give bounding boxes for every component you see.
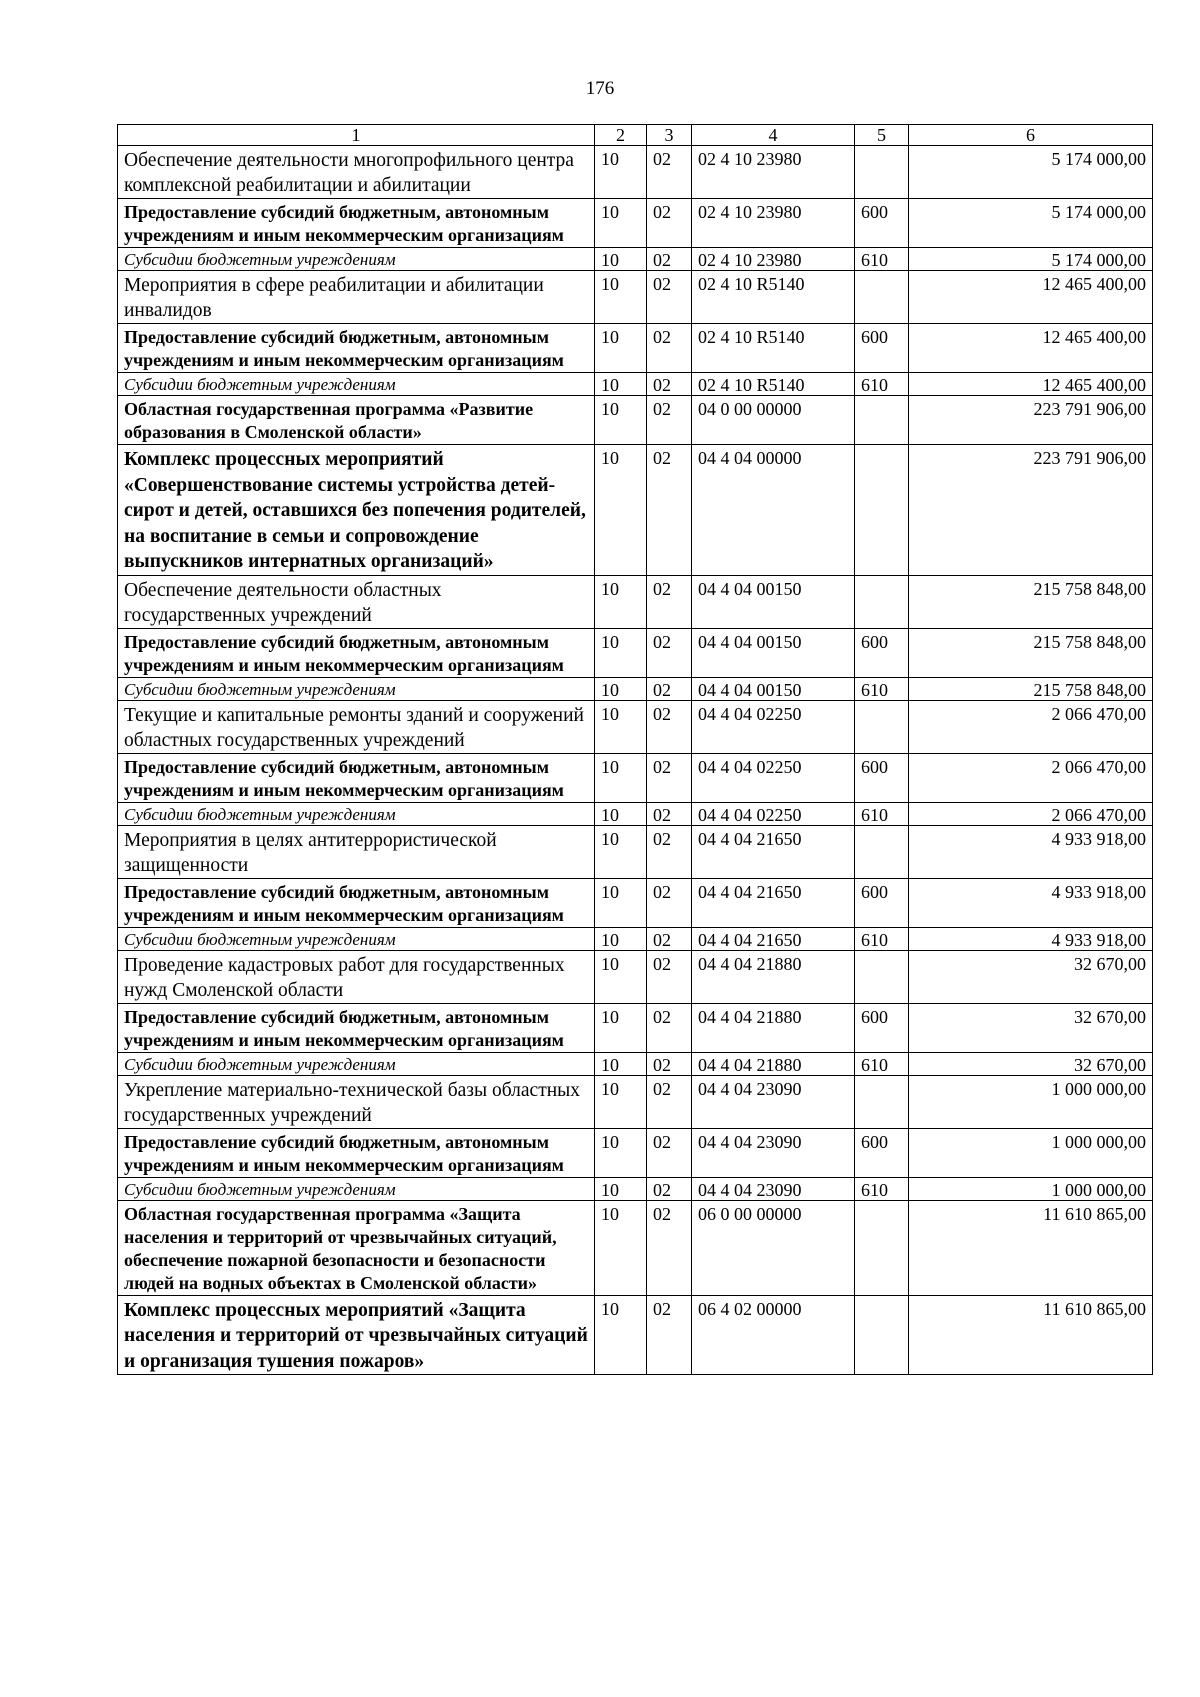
row-name-cell: Текущие и капитальные ремонты зданий и сооружений областных государственных учреждений (118, 700, 595, 753)
section-cell: 10 (595, 1128, 647, 1177)
section-cell: 10 (595, 1200, 647, 1295)
table-row (118, 802, 1153, 825)
subsection-cell: 02 (647, 1052, 692, 1075)
section-cell: 10 (595, 575, 647, 628)
row-name-cell: Предоставление субсидий бюджетным, автономным учреждениям и иным некоммерческим организациям (118, 878, 595, 927)
row-name-cell: Областная государственная программа «Защита населения и территорий от чрезвычайных ситуаций, обеспечение пожарной безопасности и безопасности людей на водных объектах в Смоленской области» (118, 1200, 595, 1295)
table-row (118, 575, 1153, 628)
table-row (118, 1052, 1153, 1075)
row-name-cell: Мероприятия в целях антитеррористической защищенности (118, 825, 595, 878)
expense-kind-cell (855, 575, 909, 628)
expense-kind-cell (855, 1200, 909, 1295)
section-cell: 10 (595, 1177, 647, 1200)
expense-kind-cell: 610 (855, 248, 909, 271)
table-row (118, 146, 1153, 199)
row-name-cell: Субсидии бюджетным учреждениям (118, 677, 595, 700)
target-code-cell: 04 4 04 21650 (692, 825, 855, 878)
target-code-cell: 04 4 04 21650 (692, 878, 855, 927)
table-row (118, 927, 1153, 950)
amount-cell: 4 933 918,00 (909, 878, 1153, 927)
table-row (118, 1295, 1153, 1375)
section-cell: 10 (595, 700, 647, 753)
expense-kind-cell: 600 (855, 199, 909, 248)
amount-cell: 11 610 865,00 (909, 1295, 1153, 1375)
section-cell: 10 (595, 628, 647, 677)
target-code-cell: 04 4 04 02250 (692, 700, 855, 753)
section-cell: 10 (595, 802, 647, 825)
column-header: 3 (647, 125, 692, 146)
row-name-cell: Обеспечение деятельности многопрофильного центра комплексной реабилитации и абилитации (118, 146, 595, 199)
subsection-cell: 02 (647, 878, 692, 927)
amount-cell: 215 758 848,00 (909, 677, 1153, 700)
expense-kind-cell (855, 1295, 909, 1375)
amount-cell: 215 758 848,00 (909, 575, 1153, 628)
expense-kind-cell (855, 950, 909, 1003)
expense-kind-cell (855, 445, 909, 576)
target-code-cell: 04 4 04 23090 (692, 1075, 855, 1128)
column-header: 5 (855, 125, 909, 146)
row-name-cell: Комплекс процессных мероприятий «Защита населения и территорий от чрезвычайных ситуаций и организация тушения пожаров» (118, 1295, 595, 1375)
row-name-cell: Предоставление субсидий бюджетным, автономным учреждениям и иным некоммерческим организациям (118, 1128, 595, 1177)
table-row (118, 700, 1153, 753)
expense-kind-cell: 600 (855, 324, 909, 373)
subsection-cell: 02 (647, 1295, 692, 1375)
amount-cell: 5 174 000,00 (909, 146, 1153, 199)
amount-cell: 5 174 000,00 (909, 248, 1153, 271)
amount-cell: 12 465 400,00 (909, 271, 1153, 324)
table-row (118, 628, 1153, 677)
subsection-cell: 02 (647, 1177, 692, 1200)
amount-cell: 32 670,00 (909, 950, 1153, 1003)
subsection-cell: 02 (647, 927, 692, 950)
subsection-cell: 02 (647, 950, 692, 1003)
section-cell: 10 (595, 825, 647, 878)
subsection-cell: 02 (647, 802, 692, 825)
section-cell: 10 (595, 950, 647, 1003)
table-row (118, 373, 1153, 396)
target-code-cell: 04 4 04 00150 (692, 677, 855, 700)
target-code-cell: 04 4 04 23090 (692, 1177, 855, 1200)
target-code-cell: 04 4 04 02250 (692, 753, 855, 802)
table-row (118, 753, 1153, 802)
section-cell: 10 (595, 1295, 647, 1375)
expense-kind-cell (855, 1075, 909, 1128)
row-name-cell: Проведение кадастровых работ для государственных нужд Смоленской области (118, 950, 595, 1003)
expense-kind-cell: 610 (855, 927, 909, 950)
target-code-cell: 02 4 10 23980 (692, 248, 855, 271)
row-name-cell: Предоставление субсидий бюджетным, автономным учреждениям и иным некоммерческим организациям (118, 199, 595, 248)
amount-cell: 2 066 470,00 (909, 802, 1153, 825)
amount-cell: 215 758 848,00 (909, 628, 1153, 677)
section-cell: 10 (595, 248, 647, 271)
table-row (118, 199, 1153, 248)
subsection-cell: 02 (647, 248, 692, 271)
subsection-cell: 02 (647, 271, 692, 324)
expense-kind-cell (855, 825, 909, 878)
amount-cell: 12 465 400,00 (909, 324, 1153, 373)
target-code-cell: 06 0 00 00000 (692, 1200, 855, 1295)
row-name-cell: Субсидии бюджетным учреждениям (118, 927, 595, 950)
amount-cell: 2 066 470,00 (909, 753, 1153, 802)
subsection-cell: 02 (647, 700, 692, 753)
row-name-cell: Областная государственная программа «Развитие образования в Смоленской области» (118, 396, 595, 445)
amount-cell: 32 670,00 (909, 1052, 1153, 1075)
table-row (118, 878, 1153, 927)
target-code-cell: 02 4 10 R5140 (692, 373, 855, 396)
table-row (118, 677, 1153, 700)
expense-kind-cell (855, 146, 909, 199)
subsection-cell: 02 (647, 628, 692, 677)
amount-cell: 223 791 906,00 (909, 445, 1153, 576)
column-header: 2 (595, 125, 647, 146)
expense-kind-cell (855, 271, 909, 324)
subsection-cell: 02 (647, 825, 692, 878)
row-name-cell: Субсидии бюджетным учреждениям (118, 802, 595, 825)
target-code-cell: 02 4 10 R5140 (692, 271, 855, 324)
section-cell: 10 (595, 445, 647, 576)
amount-cell: 2 066 470,00 (909, 700, 1153, 753)
target-code-cell: 02 4 10 23980 (692, 199, 855, 248)
row-name-cell: Предоставление субсидий бюджетным, автономным учреждениям и иным некоммерческим организациям (118, 1003, 595, 1052)
amount-cell: 32 670,00 (909, 1003, 1153, 1052)
expense-kind-cell: 600 (855, 1003, 909, 1052)
table-row (118, 1003, 1153, 1052)
row-name-cell: Субсидии бюджетным учреждениям (118, 1177, 595, 1200)
table-header-row (118, 125, 1153, 146)
expense-kind-cell: 600 (855, 753, 909, 802)
section-cell: 10 (595, 677, 647, 700)
expense-kind-cell: 600 (855, 1128, 909, 1177)
section-cell: 10 (595, 199, 647, 248)
expense-kind-cell: 610 (855, 373, 909, 396)
expense-kind-cell: 610 (855, 677, 909, 700)
subsection-cell: 02 (647, 1128, 692, 1177)
row-name-cell: Мероприятия в сфере реабилитации и абилитации инвалидов (118, 271, 595, 324)
expense-kind-cell: 610 (855, 1052, 909, 1075)
table-row (118, 825, 1153, 878)
section-cell: 10 (595, 324, 647, 373)
row-name-cell: Предоставление субсидий бюджетным, автономным учреждениям и иным некоммерческим организациям (118, 628, 595, 677)
expense-kind-cell (855, 700, 909, 753)
table-row (118, 1075, 1153, 1128)
section-cell: 10 (595, 271, 647, 324)
amount-cell: 4 933 918,00 (909, 927, 1153, 950)
amount-cell: 11 610 865,00 (909, 1200, 1153, 1295)
target-code-cell: 04 4 04 02250 (692, 802, 855, 825)
amount-cell: 5 174 000,00 (909, 199, 1153, 248)
amount-cell: 1 000 000,00 (909, 1128, 1153, 1177)
subsection-cell: 02 (647, 199, 692, 248)
expense-kind-cell: 600 (855, 628, 909, 677)
target-code-cell: 02 4 10 23980 (692, 146, 855, 199)
subsection-cell: 02 (647, 575, 692, 628)
section-cell: 10 (595, 373, 647, 396)
table-row (118, 271, 1153, 324)
target-code-cell: 04 4 04 21880 (692, 1052, 855, 1075)
target-code-cell: 04 4 04 00150 (692, 575, 855, 628)
table-row (118, 950, 1153, 1003)
target-code-cell: 04 4 04 21880 (692, 950, 855, 1003)
column-header: 6 (909, 125, 1153, 146)
table-row (118, 1177, 1153, 1200)
subsection-cell: 02 (647, 677, 692, 700)
subsection-cell: 02 (647, 1200, 692, 1295)
row-name-cell: Предоставление субсидий бюджетным, автономным учреждениям и иным некоммерческим организациям (118, 753, 595, 802)
row-name-cell: Обеспечение деятельности областных государственных учреждений (118, 575, 595, 628)
amount-cell: 1 000 000,00 (909, 1177, 1153, 1200)
section-cell: 10 (595, 396, 647, 445)
section-cell: 10 (595, 927, 647, 950)
budget-table (117, 124, 1153, 1375)
table-row (118, 1128, 1153, 1177)
table-body (118, 146, 1153, 1375)
expense-kind-cell: 610 (855, 802, 909, 825)
target-code-cell: 06 4 02 00000 (692, 1295, 855, 1375)
section-cell: 10 (595, 878, 647, 927)
expense-kind-cell: 600 (855, 878, 909, 927)
row-name-cell: Предоставление субсидий бюджетным, автономным учреждениям и иным некоммерческим организациям (118, 324, 595, 373)
table-row (118, 445, 1153, 576)
section-cell: 10 (595, 1003, 647, 1052)
subsection-cell: 02 (647, 373, 692, 396)
target-code-cell: 02 4 10 R5140 (692, 324, 855, 373)
table-row (118, 1200, 1153, 1295)
target-code-cell: 04 4 04 00000 (692, 445, 855, 576)
row-name-cell: Укрепление материально-технической базы областных государственных учреждений (118, 1075, 595, 1128)
target-code-cell: 04 0 00 00000 (692, 396, 855, 445)
table-row (118, 248, 1153, 271)
expense-kind-cell: 610 (855, 1177, 909, 1200)
amount-cell: 4 933 918,00 (909, 825, 1153, 878)
target-code-cell: 04 4 04 21650 (692, 927, 855, 950)
column-header: 1 (118, 125, 595, 146)
subsection-cell: 02 (647, 396, 692, 445)
table-row (118, 396, 1153, 445)
column-header: 4 (692, 125, 855, 146)
section-cell: 10 (595, 753, 647, 802)
subsection-cell: 02 (647, 1075, 692, 1128)
amount-cell: 223 791 906,00 (909, 396, 1153, 445)
row-name-cell: Субсидии бюджетным учреждениям (118, 373, 595, 396)
target-code-cell: 04 4 04 23090 (692, 1128, 855, 1177)
target-code-cell: 04 4 04 21880 (692, 1003, 855, 1052)
subsection-cell: 02 (647, 146, 692, 199)
amount-cell: 12 465 400,00 (909, 373, 1153, 396)
section-cell: 10 (595, 1075, 647, 1128)
subsection-cell: 02 (647, 753, 692, 802)
subsection-cell: 02 (647, 1003, 692, 1052)
subsection-cell: 02 (647, 445, 692, 576)
page-number: 176 (585, 78, 615, 99)
section-cell: 10 (595, 1052, 647, 1075)
expense-kind-cell (855, 396, 909, 445)
amount-cell: 1 000 000,00 (909, 1075, 1153, 1128)
table-row (118, 324, 1153, 373)
row-name-cell: Комплекс процессных мероприятий «Совершенствование системы устройства детей-сирот и детей, оставшихся без попечения родителей, на воспитание в семьи и сопровождение выпускников интернатных организаций» (118, 445, 595, 576)
row-name-cell: Субсидии бюджетным учреждениям (118, 1052, 595, 1075)
subsection-cell: 02 (647, 324, 692, 373)
section-cell: 10 (595, 146, 647, 199)
target-code-cell: 04 4 04 00150 (692, 628, 855, 677)
row-name-cell: Субсидии бюджетным учреждениям (118, 248, 595, 271)
